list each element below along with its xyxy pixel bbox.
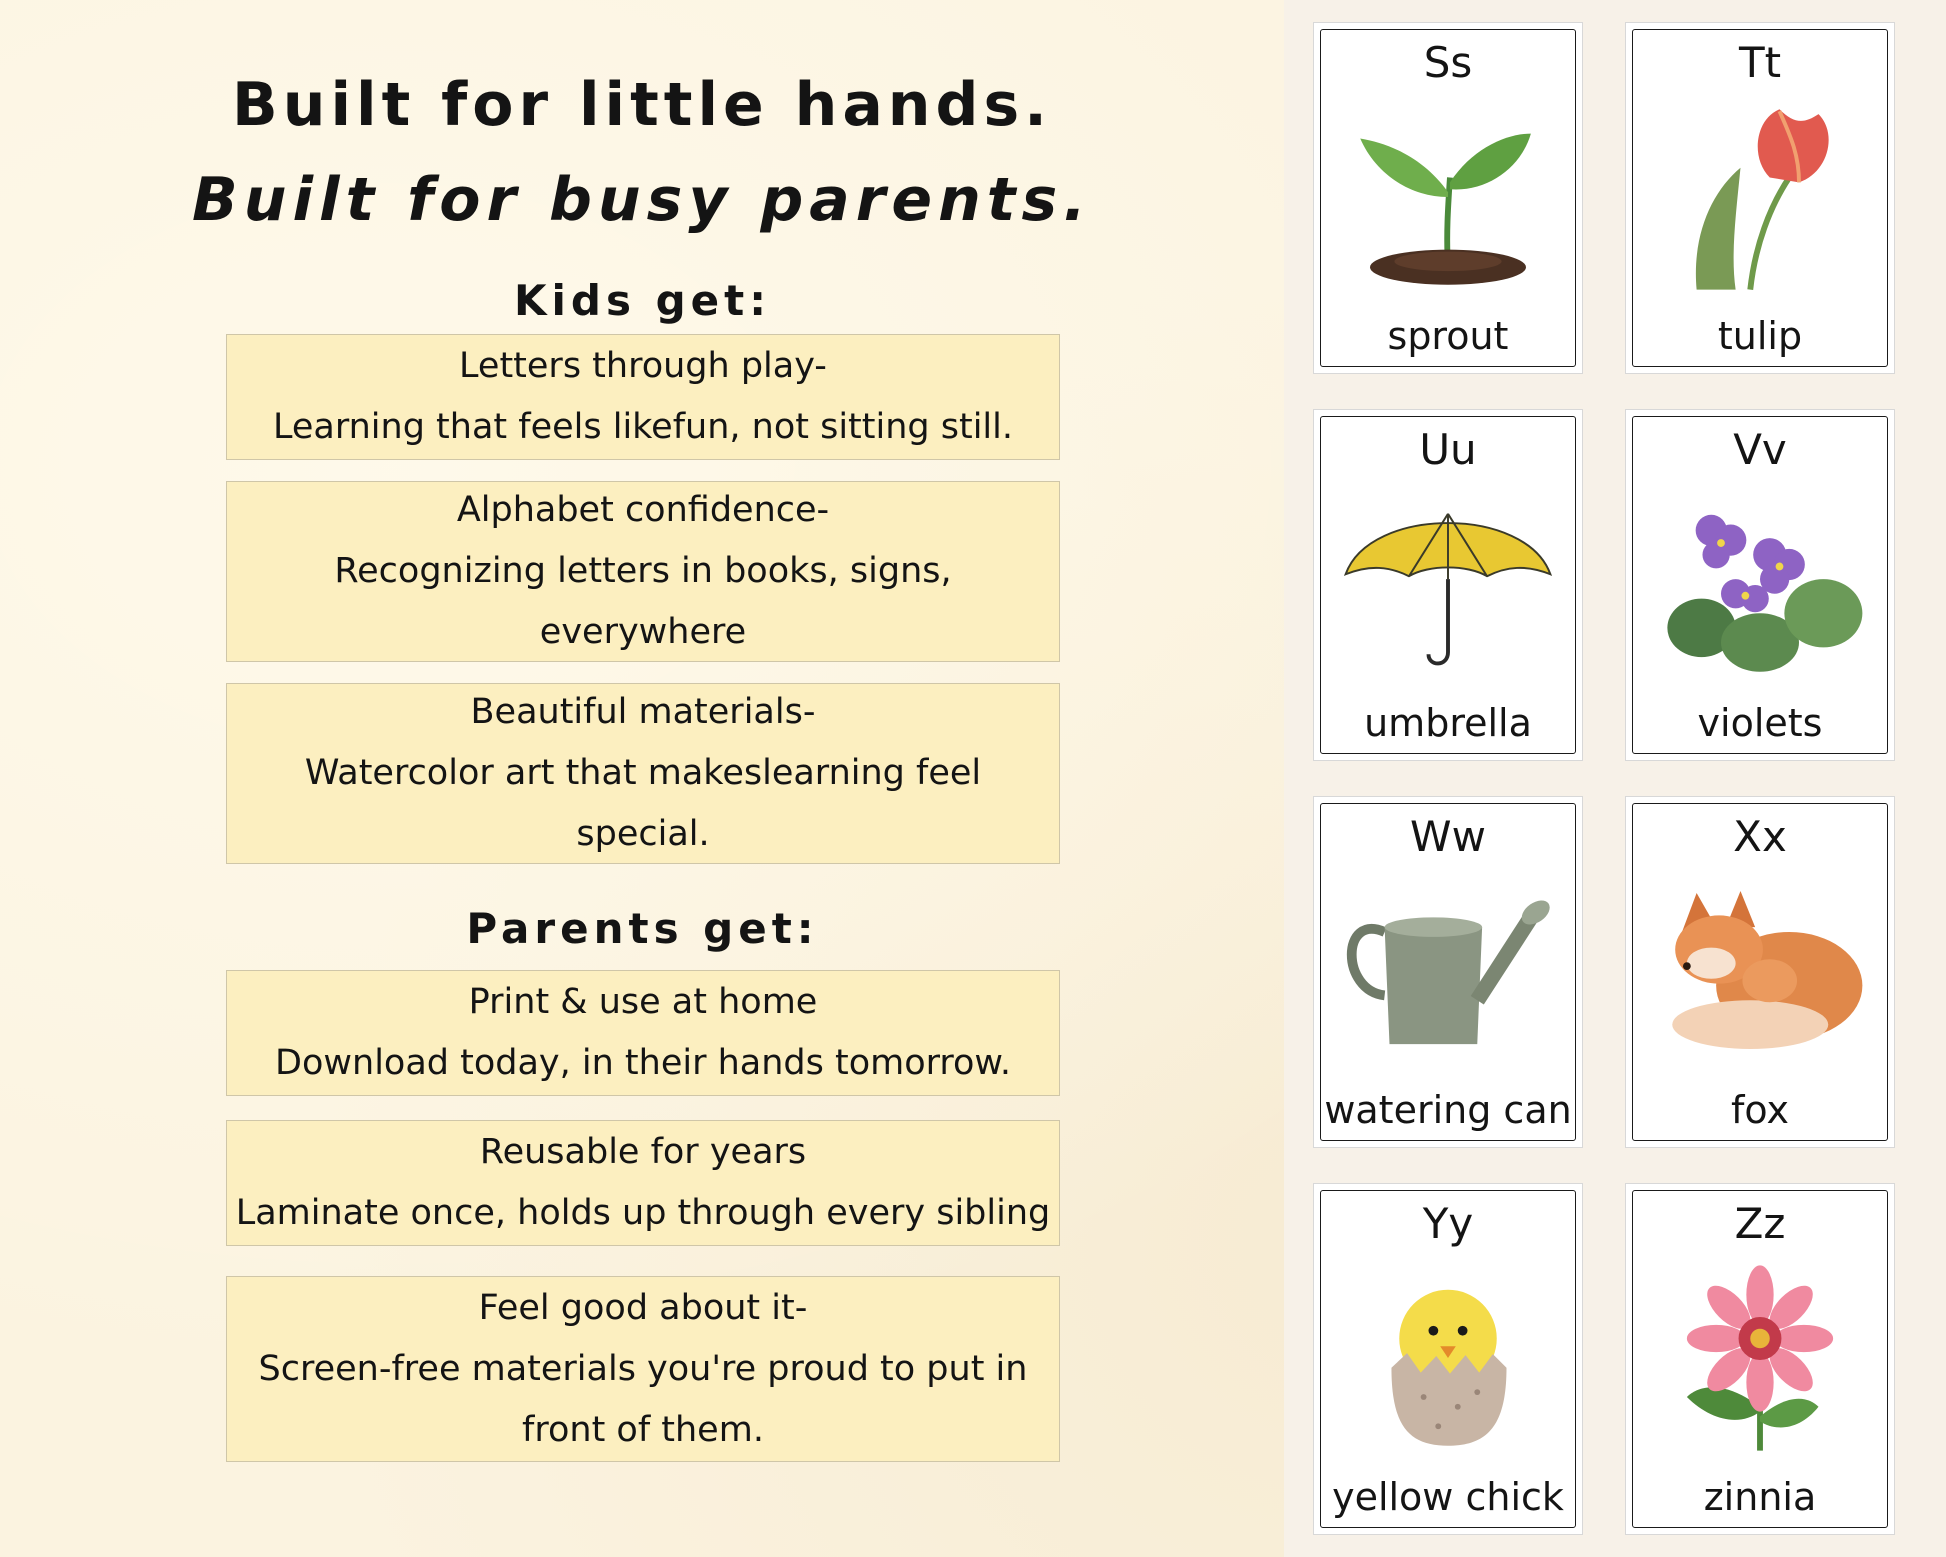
watering-can-icon: [1331, 872, 1565, 1070]
benefit-text: front of them.: [522, 1409, 764, 1450]
card-letter: Uu: [1419, 425, 1477, 474]
headline-line-2: Built for busy parents.: [192, 165, 1092, 235]
flashcard-z: [1625, 1183, 1895, 1535]
kids-section-title: Kids get:: [513, 276, 772, 325]
chick-icon: [1331, 1259, 1565, 1457]
parents-section-title: Parents get:: [466, 904, 819, 953]
card-letter: Xx: [1733, 812, 1787, 861]
flashcard-t: [1625, 22, 1895, 374]
benefit-title: Reusable for years: [479, 1132, 807, 1172]
card-letter: Yy: [1422, 1199, 1474, 1248]
card-word: tulip: [1717, 314, 1803, 358]
benefit-text: everywhere: [539, 612, 747, 652]
card-letter: Ww: [1410, 812, 1486, 861]
zinnia-icon: [1643, 1259, 1877, 1457]
flashcard-y: [1313, 1183, 1583, 1535]
parents-benefit-print: [226, 970, 1060, 1096]
umbrella-icon: [1331, 485, 1565, 683]
benefit-text: special.: [576, 814, 710, 854]
flashcard-u: [1313, 409, 1583, 761]
card-letter: Tt: [1738, 38, 1782, 87]
benefit-text: Learning that feels likefun, not sitting still.: [272, 407, 1014, 447]
fox-icon: [1643, 872, 1877, 1070]
benefit-text: Laminate once, holds up through every sibling: [235, 1193, 1051, 1233]
flashcard-v: [1625, 409, 1895, 761]
card-word: umbrella: [1364, 701, 1532, 745]
card-letter: Ss: [1423, 38, 1473, 87]
card-letter: Vv: [1733, 425, 1787, 474]
flashcard-s: [1313, 22, 1583, 374]
benefit-text: Recognizing letters in books, signs,: [334, 551, 952, 591]
benefit-title: Feel good about it-: [478, 1287, 808, 1328]
headline-line-1: Built for little hands.: [232, 70, 1052, 140]
card-word: watering can: [1324, 1088, 1572, 1132]
sprout-icon: [1331, 98, 1565, 296]
flashcard-w: [1313, 796, 1583, 1148]
card-word: zinnia: [1703, 1475, 1817, 1519]
card-letter: Zz: [1734, 1199, 1786, 1248]
benefit-title: Print & use at home: [468, 982, 818, 1022]
tulip-icon: [1643, 98, 1877, 296]
benefit-title: Beautiful materials-: [470, 692, 816, 732]
card-word: violets: [1697, 701, 1823, 745]
card-word: yellow chick: [1332, 1475, 1564, 1519]
card-word: fox: [1731, 1088, 1789, 1132]
benefit-title: Letters through play-: [459, 346, 827, 386]
benefit-text: Download today, in their hands tomorrow.: [275, 1043, 1011, 1083]
violets-icon: [1643, 485, 1877, 683]
parents-benefit-reusable: [226, 1120, 1060, 1246]
flashcard-x: [1625, 796, 1895, 1148]
benefit-text: Watercolor art that makeslearning feel: [304, 753, 982, 793]
kids-benefit-letters: [226, 334, 1060, 460]
flashcard-grid: [1284, 0, 1946, 1557]
kids-benefit-alphabet: [226, 481, 1060, 662]
card-word: sprout: [1387, 314, 1509, 358]
benefit-title: Alphabet confidence-: [456, 490, 830, 530]
benefit-text: Screen-free materials you're proud to put in: [258, 1348, 1028, 1389]
kids-benefit-materials: [226, 683, 1060, 864]
parents-benefit-feel-good: [226, 1276, 1060, 1462]
